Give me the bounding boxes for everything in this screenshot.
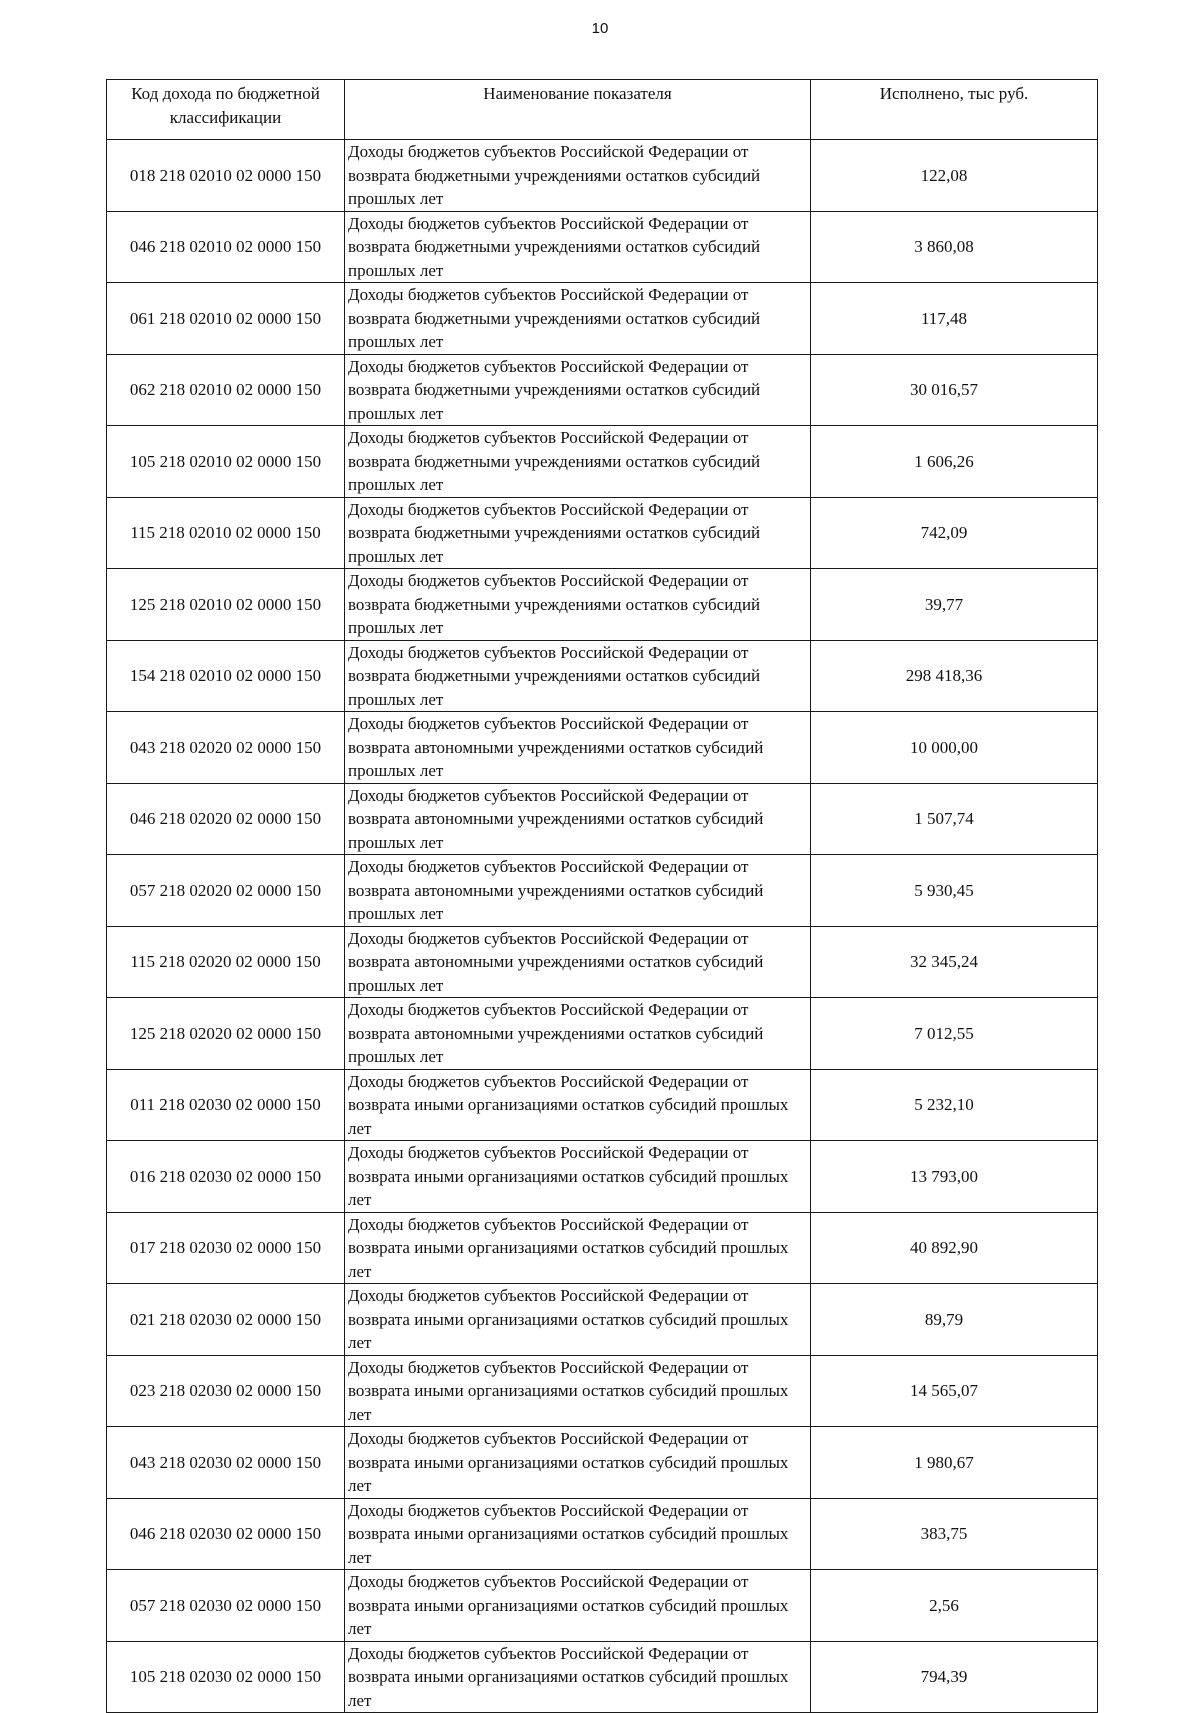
income-code-cell: 061 218 02010 02 0000 150: [107, 283, 345, 355]
table-row: [107, 211, 1098, 283]
indicator-name-cell: Доходы бюджетов субъектов Российской Федерации от возврата автономными учреждениями остатков субсидий прошлых лет: [345, 783, 811, 855]
indicator-name-cell: Доходы бюджетов субъектов Российской Федерации от возврата бюджетными учреждениями остатков субсидий прошлых лет: [345, 211, 811, 283]
indicator-name-cell: Доходы бюджетов субъектов Российской Федерации от возврата иными организациями остатков субсидий прошлых лет: [345, 1427, 811, 1499]
page-number: 10: [591, 20, 609, 37]
table-row: [107, 354, 1098, 426]
income-code-cell: 046 218 02010 02 0000 150: [107, 211, 345, 283]
income-code-cell: 062 218 02010 02 0000 150: [107, 354, 345, 426]
executed-amount-cell: 1 980,67: [811, 1427, 1098, 1499]
income-code-cell: 011 218 02030 02 0000 150: [107, 1069, 345, 1141]
executed-amount-cell: 1 507,74: [811, 783, 1098, 855]
table-row: [107, 426, 1098, 498]
income-code-cell: 043 218 02030 02 0000 150: [107, 1427, 345, 1499]
executed-amount-cell: 3 860,08: [811, 211, 1098, 283]
income-code-cell: 046 218 02030 02 0000 150: [107, 1498, 345, 1570]
income-code-cell: 057 218 02030 02 0000 150: [107, 1570, 345, 1642]
table-row: [107, 1141, 1098, 1213]
table-row: [107, 1212, 1098, 1284]
executed-amount-cell: 89,79: [811, 1284, 1098, 1356]
indicator-name-cell: Доходы бюджетов субъектов Российской Федерации от возврата иными организациями остатков субсидий прошлых лет: [345, 1641, 811, 1713]
indicator-name-cell: Доходы бюджетов субъектов Российской Федерации от возврата бюджетными учреждениями остатков субсидий прошлых лет: [345, 354, 811, 426]
header-row: [107, 80, 1098, 140]
income-table: [106, 79, 1098, 1713]
indicator-name-cell: Доходы бюджетов субъектов Российской Федерации от возврата иными организациями остатков субсидий прошлых лет: [345, 1355, 811, 1427]
executed-amount-cell: 117,48: [811, 283, 1098, 355]
executed-amount-cell: 1 606,26: [811, 426, 1098, 498]
indicator-name-cell: Доходы бюджетов субъектов Российской Федерации от возврата автономными учреждениями остатков субсидий прошлых лет: [345, 998, 811, 1070]
income-code-cell: 105 218 02010 02 0000 150: [107, 426, 345, 498]
table-row: [107, 1498, 1098, 1570]
income-code-cell: 115 218 02010 02 0000 150: [107, 497, 345, 569]
indicator-name-cell: Доходы бюджетов субъектов Российской Федерации от возврата автономными учреждениями остатков субсидий прошлых лет: [345, 855, 811, 927]
table-row: [107, 569, 1098, 641]
indicator-name-cell: Доходы бюджетов субъектов Российской Федерации от возврата бюджетными учреждениями остатков субсидий прошлых лет: [345, 497, 811, 569]
table-row: [107, 1284, 1098, 1356]
indicator-name-cell: Доходы бюджетов субъектов Российской Федерации от возврата иными организациями остатков субсидий прошлых лет: [345, 1498, 811, 1570]
executed-amount-cell: 742,09: [811, 497, 1098, 569]
executed-amount-cell: 7 012,55: [811, 998, 1098, 1070]
income-code-cell: 057 218 02020 02 0000 150: [107, 855, 345, 927]
indicator-name-cell: Доходы бюджетов субъектов Российской Федерации от возврата бюджетными учреждениями остатков субсидий прошлых лет: [345, 640, 811, 712]
executed-amount-cell: 39,77: [811, 569, 1098, 641]
indicator-name-cell: Доходы бюджетов субъектов Российской Федерации от возврата автономными учреждениями остатков субсидий прошлых лет: [345, 926, 811, 998]
indicator-name-cell: Доходы бюджетов субъектов Российской Федерации от возврата бюджетными учреждениями остатков субсидий прошлых лет: [345, 283, 811, 355]
income-code-cell: 018 218 02010 02 0000 150: [107, 140, 345, 212]
indicator-name-cell: Доходы бюджетов субъектов Российской Федерации от возврата бюджетными учреждениями остатков субсидий прошлых лет: [345, 140, 811, 212]
indicator-name-cell: Доходы бюджетов субъектов Российской Федерации от возврата иными организациями остатков субсидий прошлых лет: [345, 1212, 811, 1284]
table-row: [107, 783, 1098, 855]
indicator-name-cell: Доходы бюджетов субъектов Российской Федерации от возврата иными организациями остатков субсидий прошлых лет: [345, 1570, 811, 1642]
income-code-cell: 115 218 02020 02 0000 150: [107, 926, 345, 998]
table-row: [107, 712, 1098, 784]
income-code-cell: 154 218 02010 02 0000 150: [107, 640, 345, 712]
table-row: [107, 1427, 1098, 1499]
income-code-cell: 125 218 02020 02 0000 150: [107, 998, 345, 1070]
executed-amount-cell: 2,56: [811, 1570, 1098, 1642]
income-code-cell: 046 218 02020 02 0000 150: [107, 783, 345, 855]
executed-amount-cell: 383,75: [811, 1498, 1098, 1570]
executed-amount-cell: 5 232,10: [811, 1069, 1098, 1141]
indicator-name-cell: Доходы бюджетов субъектов Российской Федерации от возврата бюджетными учреждениями остатков субсидий прошлых лет: [345, 569, 811, 641]
indicator-name-cell: Доходы бюджетов субъектов Российской Федерации от возврата иными организациями остатков субсидий прошлых лет: [345, 1141, 811, 1213]
income-code-cell: 043 218 02020 02 0000 150: [107, 712, 345, 784]
executed-amount-cell: 40 892,90: [811, 1212, 1098, 1284]
income-code-cell: 105 218 02030 02 0000 150: [107, 1641, 345, 1713]
indicator-name-cell: Доходы бюджетов субъектов Российской Федерации от возврата автономными учреждениями остатков субсидий прошлых лет: [345, 712, 811, 784]
income-code-cell: 016 218 02030 02 0000 150: [107, 1141, 345, 1213]
executed-amount-cell: 298 418,36: [811, 640, 1098, 712]
table-row: [107, 998, 1098, 1070]
indicator-name-cell: Доходы бюджетов субъектов Российской Федерации от возврата бюджетными учреждениями остатков субсидий прошлых лет: [345, 426, 811, 498]
executed-amount-cell: 122,08: [811, 140, 1098, 212]
table-row: [107, 640, 1098, 712]
executed-amount-cell: 5 930,45: [811, 855, 1098, 927]
income-code-cell: 125 218 02010 02 0000 150: [107, 569, 345, 641]
income-code-cell: 017 218 02030 02 0000 150: [107, 1212, 345, 1284]
executed-amount-cell: 30 016,57: [811, 354, 1098, 426]
table-row: [107, 497, 1098, 569]
table-row: [107, 283, 1098, 355]
indicator-name-cell: Доходы бюджетов субъектов Российской Федерации от возврата иными организациями остатков субсидий прошлых лет: [345, 1284, 811, 1356]
indicator-name-cell: Доходы бюджетов субъектов Российской Федерации от возврата иными организациями остатков субсидий прошлых лет: [345, 1069, 811, 1141]
header-amount: Исполнено, тыс руб.: [811, 80, 1098, 140]
header-code: Код дохода по бюджетной классификации: [107, 80, 345, 140]
table-body: [107, 140, 1098, 1713]
table-row: [107, 926, 1098, 998]
table-row: [107, 1641, 1098, 1713]
table-row: [107, 1570, 1098, 1642]
executed-amount-cell: 14 565,07: [811, 1355, 1098, 1427]
executed-amount-cell: 794,39: [811, 1641, 1098, 1713]
table-row: [107, 140, 1098, 212]
executed-amount-cell: 32 345,24: [811, 926, 1098, 998]
table-header: [107, 80, 1098, 140]
header-name: Наименование показателя: [345, 80, 811, 140]
income-code-cell: 021 218 02030 02 0000 150: [107, 1284, 345, 1356]
income-code-cell: 023 218 02030 02 0000 150: [107, 1355, 345, 1427]
table-row: [107, 1069, 1098, 1141]
executed-amount-cell: 13 793,00: [811, 1141, 1098, 1213]
executed-amount-cell: 10 000,00: [811, 712, 1098, 784]
table-row: [107, 1355, 1098, 1427]
table-row: [107, 855, 1098, 927]
